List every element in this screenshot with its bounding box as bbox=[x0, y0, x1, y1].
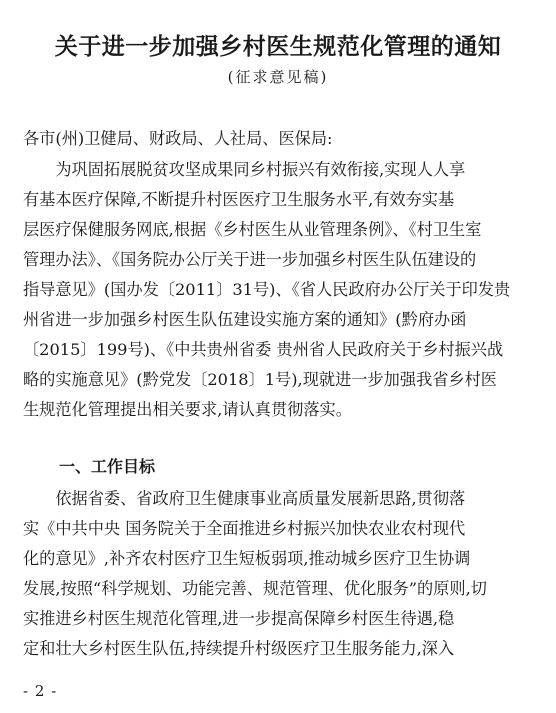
paragraph-goals bbox=[23, 484, 523, 664]
section-heading-goals: 一、工作目标 bbox=[59, 457, 156, 476]
paragraph-line: 指导意见》(国办发〔2011〕31号)、《省人民政府办公厅关于印发贵 bbox=[23, 280, 511, 299]
paragraph-line: 化的意见》,补齐农村医疗卫生短板弱项,推动城乡医疗卫生协调 bbox=[23, 549, 471, 568]
paragraph-line: 定和壮大乡村医生队伍,持续提升村级医疗卫生服务能力,深入 bbox=[23, 639, 455, 658]
paragraph-intro bbox=[23, 155, 523, 425]
paragraph-line: 实推进乡村医生规范化管理,进一步提高保障乡村医生待遇,稳 bbox=[23, 609, 455, 628]
paragraph-line: 州省进一步加强乡村医生队伍建设实施方案的通知》(黔府办函 bbox=[23, 310, 467, 329]
document-subtitle: (征求意见稿) bbox=[227, 68, 329, 86]
paragraph-line: 层医疗保健服务网底,根据《乡村医生从业管理条例》、《村卫生室 bbox=[23, 220, 482, 239]
paragraph-line: 依据省委、省政府卫生健康事业高质量发展新思路,贯彻落 bbox=[23, 489, 466, 508]
paragraph-line: 〔2015〕199号)、《中共贵州省委 贵州省人民政府关于乡村振兴战 bbox=[23, 340, 504, 359]
paragraph-line: 实《中共中央 国务院关于全面推进乡村振兴加快农业农村现代 bbox=[23, 519, 466, 538]
paragraph-line: 发展,按照“科学规划、功能完善、规范管理、优化服务”的原则,切 bbox=[23, 579, 487, 598]
document-title: 关于进一步加强乡村医生规范化管理的通知 bbox=[54, 34, 502, 60]
paragraph-line: 管理办法》、《国务院办公厅关于进一步加强乡村医生队伍建设的 bbox=[23, 250, 477, 269]
paragraph-line: 略的实施意见》(黔党发〔2018〕1号),现就进一步加强我省乡村医 bbox=[23, 370, 497, 389]
paragraph-line: 为巩固拓展脱贫攻坚成果同乡村振兴有效衔接,实现人人享 bbox=[23, 160, 466, 179]
page-number: - 2 - bbox=[23, 682, 58, 700]
paragraph-line: 有基本医疗保障,不断提升村医医疗卫生服务水平,有效夯实基 bbox=[23, 190, 455, 209]
addressee-line: 各市(州)卫健局、财政局、人社局、医保局: bbox=[23, 129, 333, 148]
paragraph-line: 生规范化管理提出相关要求,请认真贯彻落实。 bbox=[23, 400, 352, 419]
